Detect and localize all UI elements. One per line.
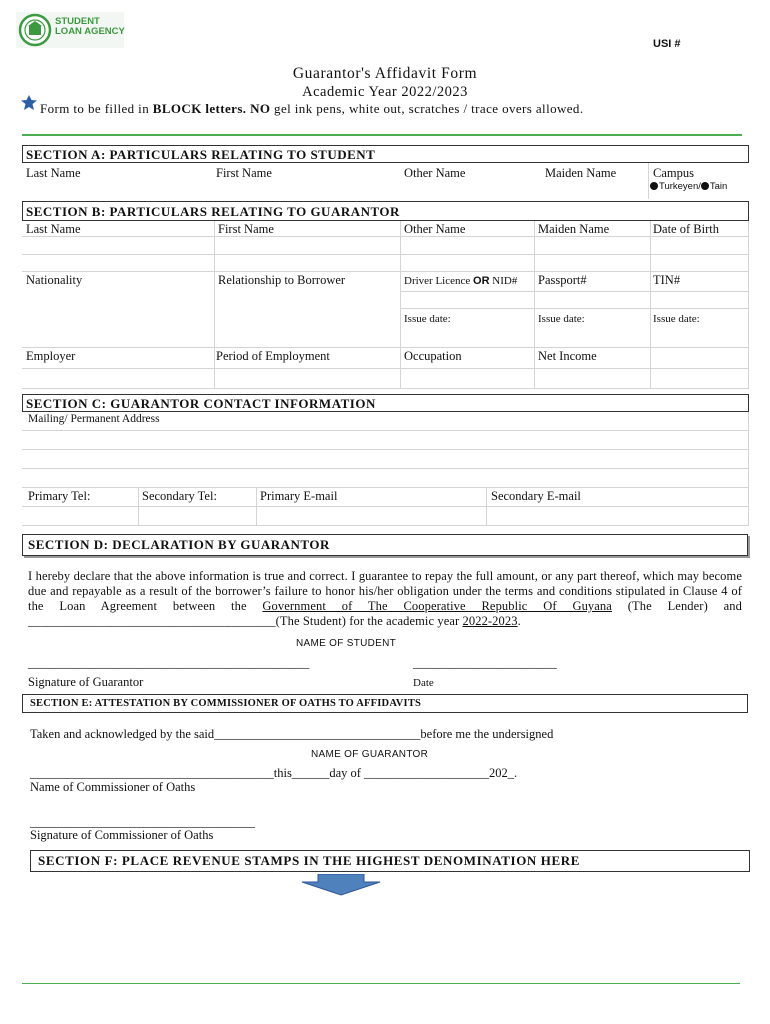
net-income-field[interactable] (536, 369, 648, 387)
student-other-name-field[interactable] (402, 181, 542, 197)
commissioner-signature-line[interactable]: ____________________________________ (30, 815, 255, 829)
grid-line (534, 221, 535, 389)
nationality-field[interactable] (22, 290, 212, 346)
driver-licence-nid-label: Driver Licence OR NID# (404, 275, 518, 287)
primary-tel-label: Primary Tel: (28, 489, 91, 503)
student-first-name-label: First Name (216, 166, 272, 180)
guarantor-last-name-field[interactable] (22, 238, 212, 270)
form-subtitle: Academic Year 2022/2023 (302, 84, 468, 100)
mailing-address-label: Mailing/ Permanent Address (28, 413, 160, 425)
agency-logo-text: STUDENT LOAN AGENCY (55, 16, 125, 37)
guarantor-dob-label: Date of Birth (653, 222, 719, 236)
star-icon (20, 95, 38, 113)
guarantor-first-name-label: First Name (218, 222, 274, 236)
section-c-title: SECTION C: GUARANTOR CONTACT INFORMATION (26, 396, 376, 411)
campus-options (650, 181, 727, 192)
commissioner-date-line: _______________________________________this______day of ____________________202_. (30, 766, 518, 780)
campus-turkeyen-label: Turkeyen/ (659, 181, 701, 192)
declaration-text: I hereby declare that the above information is true and correct. I guarantee to repay the full amount, or any part thereof, which may become due and repayable as a result of the borrower’s failure to honor his/her obligation under the terms and conditions stipulated in Clause 4 of the Loan Agreement between the Government of The Cooperative Republic Of Guyana (The Lender) and _______________________________________(The Student) for the academic year 2022-2023. (28, 569, 743, 628)
employer-label: Employer (26, 349, 76, 363)
grid-line (486, 487, 487, 526)
nationality-label: Nationality (26, 273, 83, 287)
student-last-name-field[interactable] (22, 181, 212, 197)
section-b-title: SECTION B: PARTICULARS RELATING TO GUARANTOR (26, 204, 400, 219)
passport-field[interactable] (536, 292, 648, 307)
mailing-address-field[interactable] (22, 431, 747, 486)
day-blank[interactable]: ______ (291, 766, 330, 780)
employer-field[interactable] (22, 369, 212, 387)
grid-line (650, 221, 651, 389)
secondary-email-field[interactable] (488, 507, 746, 524)
section-e-title: SECTION E: ATTESTATION BY COMMISSIONER OF OATHS TO AFFIDAVITS (30, 698, 422, 709)
student-maiden-name-label: Maiden Name (545, 166, 617, 180)
secondary-tel-field[interactable] (140, 507, 254, 524)
student-first-name-field[interactable] (214, 181, 400, 197)
section-d-title: SECTION D: DECLARATION BY GUARANTOR (28, 537, 330, 552)
grid-line (256, 487, 257, 526)
guarantor-other-name-field[interactable] (402, 238, 532, 270)
grid-line (648, 163, 649, 199)
guarantor-maiden-name-label: Maiden Name (538, 222, 610, 236)
relationship-field[interactable] (216, 290, 398, 346)
guarantor-signature-label: Signature of Guarantor (28, 675, 144, 689)
grid-line (400, 308, 749, 309)
student-last-name-label: Last Name (26, 166, 81, 180)
commissioner-name-label: Name of Commissioner of Oaths (30, 780, 196, 794)
date-line[interactable]: _______________________ (413, 656, 557, 670)
guarantor-signature-line[interactable]: _____________________________________________ (28, 656, 310, 670)
header-divider (22, 134, 742, 136)
grid-line (22, 388, 749, 389)
grid-line (214, 221, 215, 389)
occupation-label: Occupation (404, 349, 462, 363)
occupation-field[interactable] (402, 369, 532, 387)
guarantor-last-name-label: Last Name (26, 222, 81, 236)
date-label: Date (413, 677, 434, 689)
grid-line (22, 347, 749, 348)
grid-line (748, 221, 749, 389)
form-instructions: Form to be filled in BLOCK letters. NO gel ink pens, white out, scratches / trace overs allowed. (40, 101, 584, 116)
form-title: Guarantor's Affidavit Form (292, 65, 478, 82)
revenue-stamp-area[interactable] (30, 898, 750, 974)
name-of-guarantor-caption: NAME OF GUARANTOR (311, 749, 429, 760)
taken-acknowledged-line: Taken and acknowledged by the said_________________________________before me the undersigned (30, 727, 554, 741)
relationship-label: Relationship to Borrower (218, 273, 346, 287)
tin-issue-date-label: Issue date: (653, 313, 700, 325)
grid-line (22, 236, 749, 237)
name-of-student-caption: NAME OF STUDENT (296, 638, 397, 649)
commissioner-name-blank[interactable]: _______________________________________ (30, 766, 274, 780)
guarantor-name-blank[interactable]: _________________________________ (214, 727, 421, 741)
net-income-label: Net Income (538, 349, 597, 363)
grid-line (22, 525, 749, 526)
period-of-employment-label: Period of Employment (216, 349, 330, 363)
grid-line (22, 271, 749, 272)
dl-issue-date-label: Issue date: (404, 313, 451, 325)
period-of-employment-field[interactable] (216, 369, 398, 387)
campus-label: Campus (653, 166, 694, 180)
primary-email-label: Primary E-mail (260, 489, 338, 503)
section-a-title: SECTION A: PARTICULARS RELATING TO STUDENT (26, 147, 376, 162)
grid-line (138, 487, 139, 526)
secondary-email-label: Secondary E-mail (491, 489, 581, 503)
month-blank[interactable]: ____________________ (364, 766, 490, 780)
grid-line (400, 221, 401, 389)
arrow-down-icon (300, 874, 382, 896)
campus-tain-label: Tain (709, 181, 728, 192)
campus-tain-checkbox[interactable] (701, 182, 709, 190)
tin-label: TIN# (653, 273, 681, 287)
section-f-title: SECTION F: PLACE REVENUE STAMPS IN THE HIGHEST DENOMINATION HERE (38, 853, 580, 868)
guarantor-other-name-label: Other Name (404, 222, 466, 236)
secondary-tel-label: Secondary Tel: (142, 489, 217, 503)
grid-line (22, 487, 749, 488)
guarantor-maiden-name-field[interactable] (536, 238, 648, 270)
campus-turkeyen-checkbox[interactable] (650, 182, 658, 190)
guarantor-dob-field[interactable] (652, 238, 747, 270)
student-other-name-label: Other Name (404, 166, 466, 180)
usi-label: USI # (653, 38, 681, 50)
student-maiden-name-field[interactable] (544, 181, 648, 197)
driver-licence-field[interactable] (402, 292, 532, 307)
grid-line (748, 412, 749, 526)
passport-label: Passport# (538, 273, 587, 287)
primary-tel-field[interactable] (22, 507, 136, 524)
passport-issue-date-label: Issue date: (538, 313, 585, 325)
guarantor-first-name-field[interactable] (216, 238, 398, 270)
commissioner-signature-label: Signature of Commissioner of Oaths (30, 828, 214, 842)
footer-divider (22, 983, 740, 984)
tin-field[interactable] (652, 292, 747, 307)
primary-email-field[interactable] (258, 507, 484, 524)
